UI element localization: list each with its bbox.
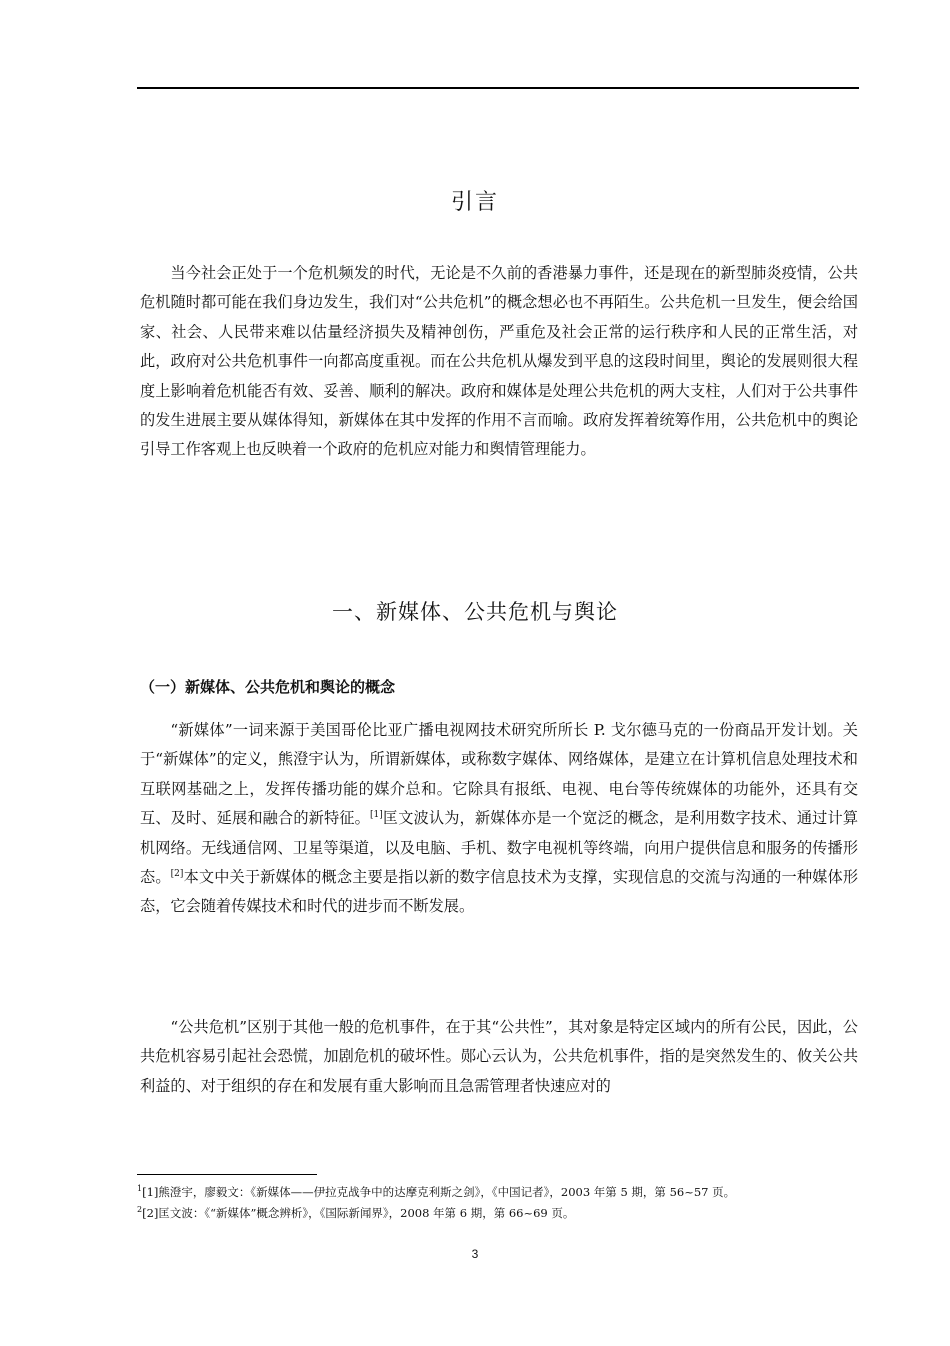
public-crisis-paragraph: “公共危机”区别于其他一般的危机事件，在于其“公共性”，其对象是特定区域内的所有公民，因此，公共危机容易引起社会恐慌，加剧危机的破坏性。郧心云认为，公共危机事件，指的是突然发生的、攸关公共利益的、对于组织的存在和发展有重大影响而且急需管理者快速应对的 [140, 1018, 858, 1095]
new-media-text-c: 本文中关于新媒体的概念主要是指以新的数字信息技术为支撑，实现信息的交流与沟通的一种媒体形态，它会随着传媒技术和时代的进步而不断发展。 [140, 868, 859, 916]
footnote-rule [137, 1174, 317, 1175]
page-title: 引言 [450, 190, 499, 215]
new-media-text-b: 匡文波认为，新媒体亦是一个宽泛的概念，是利用数字技术、通过计算机网络。无线通信网、卫星等渠道，以及电脑、手机、数字电视机等终端，向用户提供信息和服务的传播形态。 [140, 809, 859, 887]
footnote-text-1: [1]熊澄宇，廖毅文：《新媒体——伊拉克战争中的达摩克利斯之剑》，《中国记者》，2003 年第 5 期，第 56~57 页。 [142, 1184, 736, 1199]
new-media-text-a: “新媒体”一词来源于美国哥伦比亚广播电视网技术研究所所长 P. 戈尔德马克的一份商品开发计划。关于“新媒体”的定义，熊澄宇认为，所谓新媒体，或称数字媒体、网络媒体，是建立在计算机信息处理技术和互联网基础之上，发挥传播功能的媒介总和。它除具有报纸、电视、电台等传统媒体的功能外，还具有交互、及时、延展和融合的新特征。 [140, 721, 858, 828]
intro-paragraph: 当今社会正处于一个危机频发的时代，无论是不久前的香港暴力事件，还是现在的新型肺炎疫情，公共危机随时都可能在我们身边发生，我们对“公共危机”的概念想必也不再陌生。公共危机一旦发生，便会给国家、社会、人民带来难以估量经济损失及精神创伤，严重危及社会正常的运行秩序和人民的正常生活，对此，政府对公共危机事件一向都高度重视。而在公共危机从爆发到平息的这段时间里，舆论的发展则很大程度上影响着危机能否有效、妥善、顺利的解决。政府和媒体是处理公共危机的两大支柱，人们对于公共事件的发生进展主要从媒体得知，新媒体在其中发挥的作用不言而喻。政府发挥着统筹作用，公共危机中的舆论引导工作客观上也反映着一个政府的危机应对能力和舆情管理能力。 [140, 264, 858, 459]
footnotes [137, 1180, 859, 1222]
subsection-heading: （一）新媒体、公共危机和舆论的概念 [140, 678, 396, 696]
new-media-paragraph [140, 716, 858, 922]
footnote-mark-1: 1 [137, 1184, 143, 1193]
section-heading: 一、新媒体、公共危机与舆论 [332, 600, 618, 624]
footnote-mark-2: 2 [137, 1204, 143, 1214]
footnote-2 [137, 1201, 859, 1222]
footnote-1 [137, 1180, 859, 1201]
citation-ref-1[interactable]: [1] [369, 810, 383, 821]
page-number: 3 [471, 1247, 479, 1261]
citation-ref-2[interactable]: [2] [170, 868, 184, 879]
footnote-text-2: [2]匡文波：《“新媒体”概念辨析》，《国际新闻界》，2008 年第 6 期，第 66~69 页。 [142, 1205, 575, 1220]
header-rule [137, 87, 859, 89]
